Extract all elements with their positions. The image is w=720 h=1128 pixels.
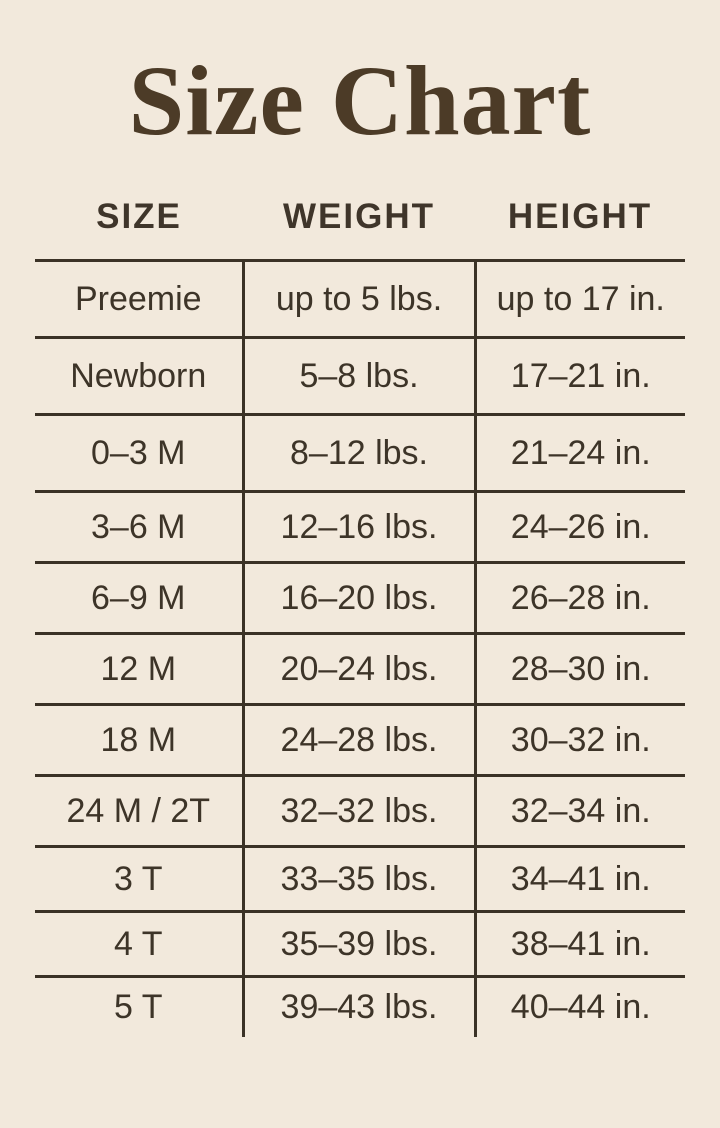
table-row bbox=[35, 634, 685, 705]
weight-cell: 5–8 lbs. bbox=[243, 338, 475, 415]
size-cell: 3–6 M bbox=[35, 492, 243, 563]
table-header bbox=[35, 153, 685, 261]
table-row bbox=[35, 977, 685, 1037]
table-row bbox=[35, 705, 685, 776]
size-cell: Preemie bbox=[35, 261, 243, 338]
size-cell: 0–3 M bbox=[35, 415, 243, 492]
weight-cell: 33–35 lbs. bbox=[243, 847, 475, 912]
height-cell: 40–44 in. bbox=[475, 977, 685, 1037]
height-cell: 21–24 in. bbox=[475, 415, 685, 492]
column-header-height: HEIGHT bbox=[507, 197, 653, 236]
size-chart-table bbox=[35, 153, 685, 1037]
weight-cell: 39–43 lbs. bbox=[243, 977, 475, 1037]
table-row bbox=[35, 563, 685, 634]
weight-cell: 16–20 lbs. bbox=[243, 563, 475, 634]
table-row bbox=[35, 415, 685, 492]
header-row bbox=[35, 153, 685, 261]
size-cell: 24 M / 2T bbox=[35, 776, 243, 847]
size-cell: 3 T bbox=[35, 847, 243, 912]
weight-cell: 20–24 lbs. bbox=[243, 634, 475, 705]
size-cell: 12 M bbox=[35, 634, 243, 705]
height-cell: 38–41 in. bbox=[475, 912, 685, 977]
weight-cell: 24–28 lbs. bbox=[243, 705, 475, 776]
height-cell: 30–32 in. bbox=[475, 705, 685, 776]
table-row bbox=[35, 338, 685, 415]
column-header-size: SIZE bbox=[96, 197, 182, 236]
column-header-weight: WEIGHT bbox=[283, 197, 435, 236]
weight-cell: 12–16 lbs. bbox=[243, 492, 475, 563]
height-cell: 32–34 in. bbox=[475, 776, 685, 847]
table-row bbox=[35, 492, 685, 563]
table-row bbox=[35, 847, 685, 912]
size-cell: 18 M bbox=[35, 705, 243, 776]
weight-cell: 32–32 lbs. bbox=[243, 776, 475, 847]
height-cell: 17–21 in. bbox=[475, 338, 685, 415]
height-cell: 26–28 in. bbox=[475, 563, 685, 634]
height-cell: 34–41 in. bbox=[475, 847, 685, 912]
weight-cell: 35–39 lbs. bbox=[243, 912, 475, 977]
size-cell: 4 T bbox=[35, 912, 243, 977]
weight-cell: 8–12 lbs. bbox=[243, 415, 475, 492]
table-row bbox=[35, 912, 685, 977]
weight-cell: up to 5 lbs. bbox=[243, 261, 475, 338]
page-title: Size Chart bbox=[128, 45, 592, 156]
height-cell: 28–30 in. bbox=[475, 634, 685, 705]
size-cell: Newborn bbox=[35, 338, 243, 415]
table-row bbox=[35, 776, 685, 847]
table-row bbox=[35, 261, 685, 338]
size-chart-page bbox=[0, 45, 720, 1128]
size-cell: 6–9 M bbox=[35, 563, 243, 634]
size-cell: 5 T bbox=[35, 977, 243, 1037]
height-cell: up to 17 in. bbox=[475, 261, 685, 338]
height-cell: 24–26 in. bbox=[475, 492, 685, 563]
table-body bbox=[35, 261, 685, 1037]
